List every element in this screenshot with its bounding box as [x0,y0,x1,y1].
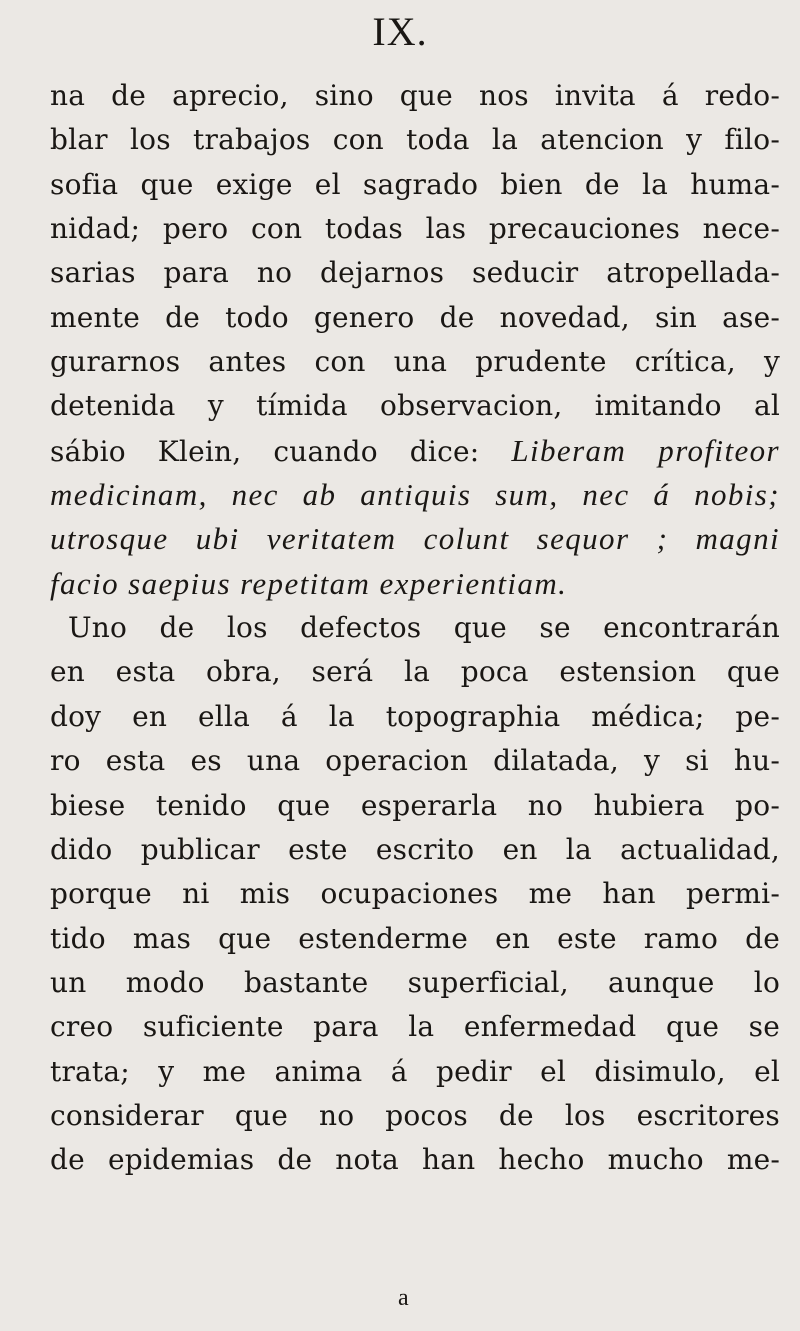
text-line: sofia que exige el sagrado bien de la huma- [50,167,780,201]
text-line: trata; y me anima á pedir el disimulo, el [50,1054,780,1088]
text-line: creo suficiente para la enfermedad que se [50,1010,780,1044]
text-line-roman: sábio Klein, cuando dice: [50,434,512,468]
text-line-italic: Liberam profiteor [511,432,780,468]
page-number: IX. [372,9,428,54]
text-line: nidad; pero con todas las precauciones nece- [50,212,780,246]
text-line: en esta obra, será la poca estension que [50,655,780,689]
text-line: blar los trabajos con toda la atencion y filo- [50,123,780,157]
text-line: dido publicar este escrito en la actualidad, [50,832,780,866]
text-line: un modo bastante superficial, aunque lo [50,965,780,999]
text-line: tido mas que estenderme en este ramo de [50,921,780,955]
text-line: medicinam, nec ab antiquis sum, nec á nobis; [50,477,780,513]
printer-signature-mark: a [398,1285,409,1311]
text-line: porque ni mis ocupaciones me han permi- [50,877,780,911]
text-line: detenida y tímida observacion, imitando al [50,389,780,423]
text-line: utrosque ubi veritatem colunt sequor ; magni [50,521,780,557]
text-line: considerar que no pocos de los escritores [50,1098,780,1132]
text-line: gurarnos antes con una prudente crítica, y [50,345,780,379]
text-line [50,429,780,473]
text-line: Uno de los defectos que se encontrarán [68,611,780,645]
text-line: na de aprecio, sino que nos invita á redo- [50,79,780,112]
text-line: de epidemias de nota han hecho mucho me- [50,1143,780,1177]
text-line: sarias para no dejarnos seducir atropellada- [50,256,780,290]
text-line: biese tenido que esperarla no hubiera po- [50,788,780,822]
text-line: mente de todo genero de novedad, sin ase- [50,300,780,334]
body-text [50,74,780,1183]
text-line: ro esta es una operacion dilatada, y si hu- [50,744,780,778]
text-line: doy en ella á la topographia médica; pe- [50,699,780,733]
text-line: facio saepius repetitam experientiam. [50,565,568,601]
